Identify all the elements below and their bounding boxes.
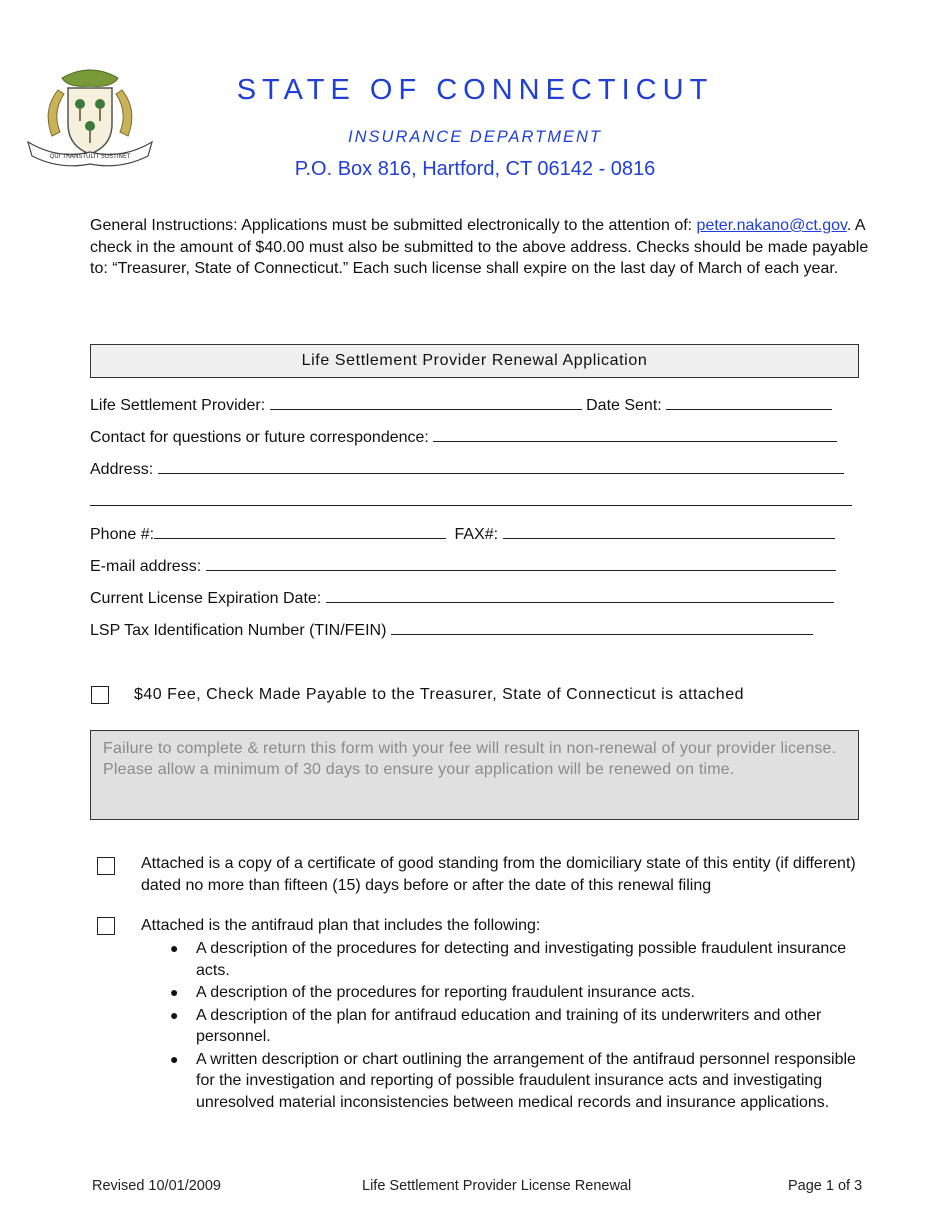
fee-checkbox[interactable] [91,686,109,704]
address-label: Address: [90,461,154,478]
renewal-notice [90,730,859,820]
fax-label: FAX#: [454,526,499,543]
address-row-2 [90,489,852,513]
phone-field[interactable] [154,522,446,539]
contact-row [90,425,837,449]
bullet-icon: ● [170,984,179,1000]
antifraud-list [168,938,868,1114]
certificate-checkbox-label: Attached is a copy of a certificate of good standing from the domiciliary state of this entity (if different) dated no more than fifteen (15) days before or after the date of this renewal filing [141,855,856,894]
expiration-field[interactable] [326,586,834,603]
instructions-suffix: . A check in the amount of $40.00 must also be submitted to the above address. Checks should be made payable to: “Treasurer, State of Connecticut.” Each such license shall expire on the last day of March of each year. [90,217,869,277]
instructions-prefix: General Instructions: Applications must be submitted electronically to the attention of: [90,217,697,234]
bullet-icon: ● [170,940,179,956]
bullet-icon: ● [170,1050,179,1067]
tin-field[interactable] [391,618,813,635]
date-sent-label: Date Sent: [586,397,662,414]
bullet-icon: ● [170,1006,179,1023]
general-instructions [90,215,880,280]
list-item: ● A written description or chart outlining the arrangement of the antifraud personnel responsible for the investigation and reporting of possible fraudulent insurance acts and investigating unresolved material inconsistencies between medical records and insurance applications. [170,1050,856,1111]
svg-text:QUI TRANSTULIT SUSTINET: QUI TRANSTULIT SUSTINET [49,153,131,160]
provider-label: Life Settlement Provider: [90,397,266,414]
email-label: E-mail address: [90,558,202,575]
expiration-label: Current License Expiration Date: [90,590,322,607]
renewal-notice-text: Failure to complete & return this form with your fee will result in non-renewal of your provider license. Please allow a minimum of 30 days to ensure your application will be renewed on time. [103,740,837,778]
provider-row [90,393,832,417]
list-item: ● A description of the procedures for detecting and investigating possible fraudulent insurance acts. [170,940,847,979]
address-row [90,457,844,481]
antifraud-checkbox-label: Attached is the antifraud plan that includes the following: [141,917,541,934]
antifraud-checkbox[interactable] [97,917,115,935]
contact-label: Contact for questions or future correspondence: [90,429,429,446]
fax-field[interactable] [503,522,835,539]
fee-checkbox-label: $40 Fee, Check Made Payable to the Treasurer, State of Connecticut is attached [134,686,744,703]
address-field[interactable] [158,457,844,474]
state-title: STATE OF CONNECTICUT [236,74,714,106]
department-address: P.O. Box 816, Hartford, CT 06142 - 0816 [294,158,656,180]
address-field-line-2[interactable] [90,489,852,506]
email-field[interactable] [206,554,836,571]
footer-doc-title: Life Settlement Provider License Renewal [362,1178,632,1194]
email-row [90,554,836,578]
state-seal-icon [22,66,158,176]
list-item: ● A description of the procedures for reporting fraudulent insurance acts. [168,982,868,1004]
tin-label: LSP Tax Identification Number (TIN/FEIN) [90,622,387,639]
footer-revised: Revised 10/01/2009 [92,1178,221,1194]
list-item: ● A description of the plan for antifraud education and training of its underwriters and other personnel. [170,1006,822,1045]
department-title: INSURANCE DEPARTMENT [348,128,602,146]
certificate-checkbox[interactable] [97,857,115,875]
footer-page-number: Page 1 of 3 [788,1178,863,1194]
phone-label: Phone #: [90,526,155,543]
provider-field[interactable] [270,393,582,410]
form-title: Life Settlement Provider Renewal Application [90,344,859,378]
date-sent-field[interactable] [666,393,832,410]
contact-field[interactable] [433,425,837,442]
contact-email-link[interactable]: peter.nakano@ct.gov [696,217,847,234]
tin-row [90,618,813,642]
phone-row [90,522,835,546]
expiration-row [90,586,834,610]
